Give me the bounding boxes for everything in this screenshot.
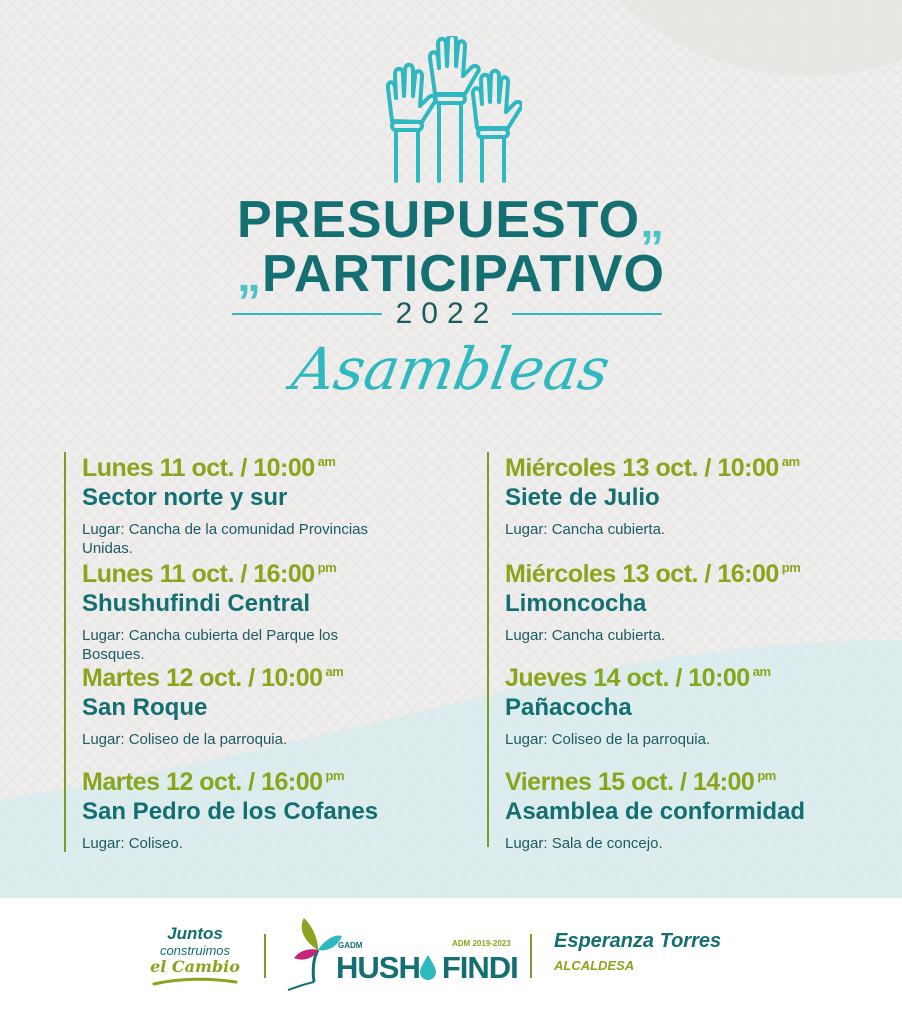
event-item (82, 768, 462, 853)
year-label: 2022 (395, 297, 499, 330)
event-date: Viernes 15 oct. / 14:00 $^{pm}$ (505, 768, 776, 796)
slogan-line2: construimos (159, 943, 231, 958)
slogan-logo (140, 924, 250, 986)
subtitle-script: Asambleas (287, 335, 615, 403)
gadm-label: GADM (338, 941, 363, 950)
event-item (82, 454, 462, 558)
event-location: Lugar: Cancha cubierta. (505, 627, 666, 644)
event-date: Lunes 11 oct. / 16:00 $^{pm}$ (82, 560, 337, 588)
event-place: Limoncocha (505, 590, 647, 617)
event-date: Martes 12 oct. / 10:00 $^{am}$ (82, 664, 344, 692)
event-place: Shushufindi Central (82, 590, 310, 617)
page-title-line2: „PARTICIPATIVO (237, 245, 665, 303)
mayor-name: Esperanza Torres (554, 930, 722, 952)
event-item (505, 768, 885, 853)
event-item (505, 664, 885, 749)
divider-right (512, 313, 662, 315)
raised-hands-icon (372, 36, 522, 186)
event-date: Martes 12 oct. / 16:00 $^{pm}$ (82, 768, 345, 796)
city-logo-text: HUSH FINDI (336, 950, 518, 985)
slogan-line3: el Cambio (150, 957, 240, 976)
event-location: Lugar: Coliseo de la parroquia. (82, 731, 288, 748)
swoosh-icon (150, 976, 240, 986)
event-date: Jueves 14 oct. / 10:00 $^{am}$ (505, 664, 771, 692)
footer-separator (530, 934, 532, 978)
event-place: Sector norte y sur (82, 484, 288, 511)
event-location: Lugar: Sala de concejo. (505, 835, 663, 852)
event-date: Lunes 11 oct. / 10:00 $^{am}$ (82, 454, 336, 482)
quote-mark: „ (640, 195, 666, 248)
mayor-title: ALCALDESA (554, 958, 635, 973)
flower-logo-icon (284, 912, 344, 992)
events-column-right (487, 452, 806, 852)
event-date: Miércoles 13 oct. / 16:00 $^{pm}$ (505, 560, 801, 588)
event-place: Siete de Julio (505, 484, 660, 511)
water-drop-icon (418, 953, 438, 981)
event-location: Lugar: Cancha de la comunidad Provincias Unidas. (82, 521, 369, 557)
event-location: Lugar: Cancha cubierta. (505, 521, 666, 538)
slogan-line1: Juntos (167, 924, 223, 943)
adm-label: ADM 2019-2023 (452, 939, 511, 948)
divider-left (232, 313, 382, 315)
event-date: Miércoles 13 oct. / 10:00 $^{am}$ (505, 454, 800, 482)
event-item (82, 560, 462, 664)
event-place: Pañacocha (505, 694, 632, 721)
year-row (232, 296, 662, 332)
event-place: San Roque (82, 694, 208, 721)
footer-separator (264, 934, 266, 978)
event-place: San Pedro de los Cofanes (82, 798, 379, 825)
event-item (82, 664, 462, 749)
event-location: Lugar: Coliseo. (82, 835, 183, 852)
event-location: Lugar: Coliseo de la parroquia. (505, 731, 711, 748)
event-location: Lugar: Cancha cubierta del Parque los Bosques. (82, 627, 338, 663)
events-column-left (64, 452, 379, 852)
quote-mark-left: „ (237, 249, 262, 302)
event-item (505, 560, 885, 645)
page-title-line1: PRESUPUESTO„ (236, 191, 666, 249)
event-place: Asamblea de conformidad (505, 798, 806, 825)
event-item (505, 454, 885, 539)
footer (0, 898, 902, 1024)
